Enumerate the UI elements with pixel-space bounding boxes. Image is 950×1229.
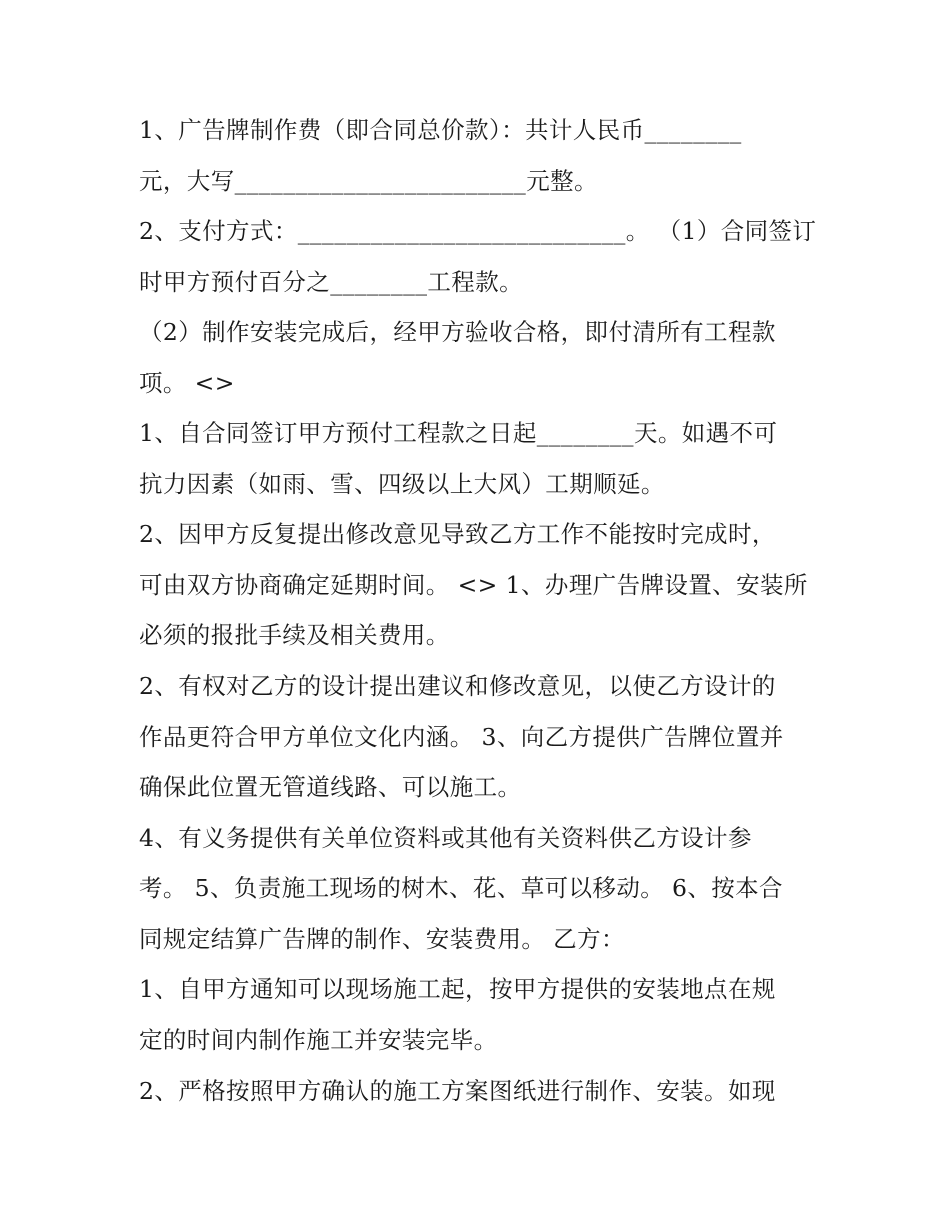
text-line: 2、有权对乙方的设计提出建议和修改意见，以使乙方设计的: [139, 672, 776, 700]
text-line: 抗力因素（如雨、雪、四级以上大风）工期顺延。: [139, 470, 665, 498]
text-line: 1、自甲方通知可以现场施工起，按甲方提供的安装地点在规: [139, 975, 776, 1003]
text-line: 元，大写________________________元整。: [139, 167, 598, 195]
text-line: 4、有义务提供有关单位资料或其他有关资料供乙方设计参: [139, 824, 752, 852]
text-line: 可由双方协商确定延期时间。 <> 1、办理广告牌设置、安装所: [139, 571, 808, 599]
text-line: 2、严格按照甲方确认的施工方案图纸进行制作、安装。如现: [139, 1077, 776, 1105]
text-line: 必须的报批手续及相关费用。: [139, 621, 450, 649]
text-line: 1、自合同签订甲方预付工程款之日起________天。如遇不可: [139, 419, 778, 447]
text-line: 时甲方预付百分之________工程款。: [139, 268, 523, 296]
text-line: 考。 5、负责施工现场的树木、花、草可以移动。 6、按本合: [139, 874, 783, 902]
text-line: 1、广告牌制作费（即合同总价款）：共计人民币________: [139, 116, 742, 144]
text-line: 项。 <>: [139, 369, 235, 397]
text-line: 2、因甲方反复提出修改意见导致乙方工作不能按时完成时，: [139, 520, 776, 548]
text-line: （2）制作安装完成后，经甲方验收合格，即付清所有工程款: [139, 318, 776, 346]
text-line: 确保此位置无管道线路、可以施工。: [139, 773, 522, 801]
text-line: 同规定结算广告牌的制作、安装费用。 乙方：: [139, 925, 625, 953]
text-line: 2、支付方式：___________________________。 （1）合同签订: [139, 217, 817, 245]
text-line: 定的时间内制作施工并安装完毕。: [139, 1026, 498, 1054]
text-line: 作品更符合甲方单位文化内涵。 3、向乙方提供广告牌位置并: [139, 723, 784, 751]
